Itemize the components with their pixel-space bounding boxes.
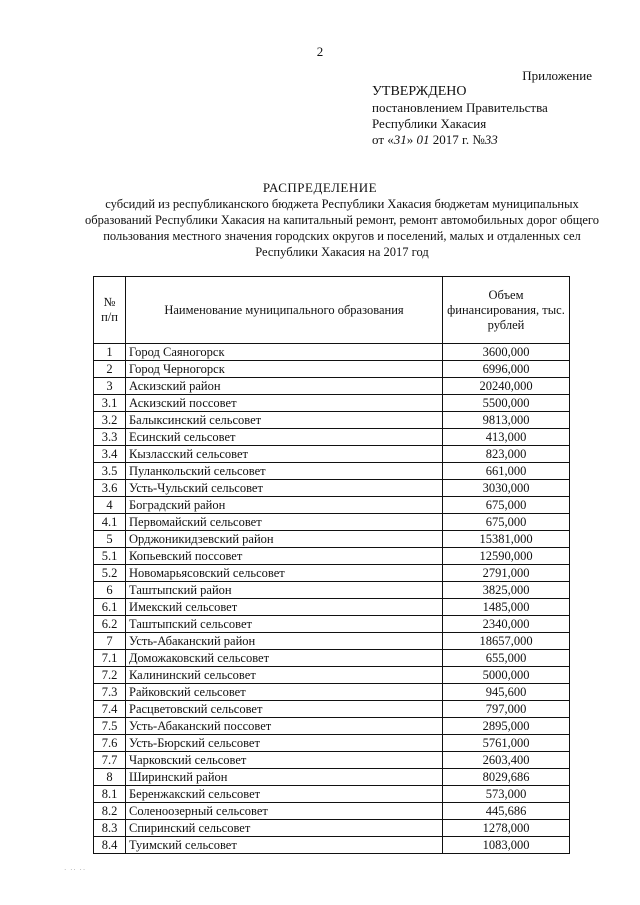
table-row bbox=[94, 378, 570, 395]
scan-artifact: · ·· ·· bbox=[64, 866, 87, 874]
table-row bbox=[94, 344, 570, 361]
table-row bbox=[94, 735, 570, 752]
table-row bbox=[94, 616, 570, 633]
row-amount: 20240,000 bbox=[443, 378, 570, 395]
table-row bbox=[94, 769, 570, 786]
row-amount: 661,000 bbox=[443, 463, 570, 480]
row-name: Усть-Чульский сельсовет bbox=[126, 480, 443, 497]
row-num: 6.2 bbox=[94, 616, 126, 633]
row-num: 5.2 bbox=[94, 565, 126, 582]
row-num: 5 bbox=[94, 531, 126, 548]
row-num: 8.2 bbox=[94, 803, 126, 820]
row-name: Соленоозерный сельсовет bbox=[126, 803, 443, 820]
row-amount: 3030,000 bbox=[443, 480, 570, 497]
table-row bbox=[94, 395, 570, 412]
row-name: Пуланкольский сельсовет bbox=[126, 463, 443, 480]
row-num: 3.5 bbox=[94, 463, 126, 480]
row-num: 7.4 bbox=[94, 701, 126, 718]
table-row bbox=[94, 718, 570, 735]
allocation-table bbox=[93, 276, 570, 854]
row-amount: 573,000 bbox=[443, 786, 570, 803]
table-row bbox=[94, 633, 570, 650]
row-name: Есинский сельсовет bbox=[126, 429, 443, 446]
table-row bbox=[94, 548, 570, 565]
row-name: Райковский сельсовет bbox=[126, 684, 443, 701]
row-amount: 3825,000 bbox=[443, 582, 570, 599]
row-name: Доможаковский сельсовет bbox=[126, 650, 443, 667]
row-name: Кызласский сельсовет bbox=[126, 446, 443, 463]
approved-title: УТВЕРЖДЕНО bbox=[372, 84, 467, 99]
row-num: 7.3 bbox=[94, 684, 126, 701]
table-row bbox=[94, 514, 570, 531]
row-amount: 6996,000 bbox=[443, 361, 570, 378]
handwritten-day: 31 bbox=[393, 132, 407, 147]
row-name: Чарковский сельсовет bbox=[126, 752, 443, 769]
row-name: Новомарьясовский сельсовет bbox=[126, 565, 443, 582]
table-row bbox=[94, 446, 570, 463]
date-year: 2017 г. № bbox=[429, 132, 485, 147]
table-row bbox=[94, 684, 570, 701]
approved-line-2: Республики Хакасия bbox=[372, 116, 487, 131]
date-prefix: от « bbox=[372, 132, 394, 147]
row-amount: 2603,400 bbox=[443, 752, 570, 769]
row-name: Город Саяногорск bbox=[126, 344, 443, 361]
table-row bbox=[94, 565, 570, 582]
row-amount: 675,000 bbox=[443, 497, 570, 514]
row-name: Туимский сельсовет bbox=[126, 837, 443, 854]
row-amount: 1485,000 bbox=[443, 599, 570, 616]
table-row bbox=[94, 361, 570, 378]
row-num: 3.3 bbox=[94, 429, 126, 446]
table-row bbox=[94, 599, 570, 616]
document-subtitle: субсидий из республиканского бюджета Республики Хакасия бюджетам муниципальных образований Республики Хакасия на капитальный ремонт, ремонт автомобильных дорог общего пользования местного значения городских округов и поселений, малых и отдаленных сел Республики Хакасия на 2017 год bbox=[84, 197, 599, 259]
row-num: 3.4 bbox=[94, 446, 126, 463]
appendix-label: Приложение bbox=[522, 68, 592, 83]
row-amount: 445,686 bbox=[443, 803, 570, 820]
row-amount: 2895,000 bbox=[443, 718, 570, 735]
table-row bbox=[94, 480, 570, 497]
row-name: Усть-Абаканский район bbox=[126, 633, 443, 650]
table-row bbox=[94, 837, 570, 854]
header-amount: Объем финансирования, тыс. рублей bbox=[443, 277, 570, 344]
row-amount: 12590,000 bbox=[443, 548, 570, 565]
row-num: 6 bbox=[94, 582, 126, 599]
row-num: 7.2 bbox=[94, 667, 126, 684]
document-title: РАСПРЕДЕЛЕНИЕ bbox=[262, 180, 378, 195]
row-num: 4.1 bbox=[94, 514, 126, 531]
row-num: 2 bbox=[94, 361, 126, 378]
row-name: Имекский сельсовет bbox=[126, 599, 443, 616]
row-name: Спиринский сельсовет bbox=[126, 820, 443, 837]
row-num: 8 bbox=[94, 769, 126, 786]
row-amount: 1083,000 bbox=[443, 837, 570, 854]
row-amount: 945,600 bbox=[443, 684, 570, 701]
row-num: 5.1 bbox=[94, 548, 126, 565]
row-amount: 9813,000 bbox=[443, 412, 570, 429]
table-row bbox=[94, 803, 570, 820]
row-amount: 18657,000 bbox=[443, 633, 570, 650]
row-name: Город Черногорск bbox=[126, 361, 443, 378]
row-amount: 8029,686 bbox=[443, 769, 570, 786]
table-row bbox=[94, 650, 570, 667]
row-name: Аскизский район bbox=[126, 378, 443, 395]
header-num: № п/п bbox=[94, 277, 126, 344]
row-num: 7.7 bbox=[94, 752, 126, 769]
table-row bbox=[94, 582, 570, 599]
table-row bbox=[94, 412, 570, 429]
row-amount: 655,000 bbox=[443, 650, 570, 667]
row-name: Расцветовский сельсовет bbox=[126, 701, 443, 718]
row-num: 1 bbox=[94, 344, 126, 361]
row-name: Орджоникидзевский район bbox=[126, 531, 443, 548]
table-row bbox=[94, 820, 570, 837]
header-name: Наименование муниципального образования bbox=[126, 277, 443, 344]
table-row bbox=[94, 701, 570, 718]
row-num: 8.3 bbox=[94, 820, 126, 837]
handwritten-number: 33 bbox=[484, 132, 498, 147]
row-num: 8.1 bbox=[94, 786, 126, 803]
row-name: Усть-Бюрский сельсовет bbox=[126, 735, 443, 752]
table-row bbox=[94, 667, 570, 684]
row-amount: 5000,000 bbox=[443, 667, 570, 684]
table-row bbox=[94, 531, 570, 548]
row-num: 6.1 bbox=[94, 599, 126, 616]
row-num: 4 bbox=[94, 497, 126, 514]
row-amount: 15381,000 bbox=[443, 531, 570, 548]
row-name: Калининский сельсовет bbox=[126, 667, 443, 684]
row-amount: 2791,000 bbox=[443, 565, 570, 582]
row-amount: 797,000 bbox=[443, 701, 570, 718]
date-mid: » bbox=[406, 132, 417, 147]
row-name: Балыксинский сельсовет bbox=[126, 412, 443, 429]
row-amount: 675,000 bbox=[443, 514, 570, 531]
table-row bbox=[94, 429, 570, 446]
approved-line-1: постановлением Правительства bbox=[372, 100, 548, 115]
page-number: 2 bbox=[316, 44, 324, 59]
row-name: Беренжакский сельсовет bbox=[126, 786, 443, 803]
row-num: 7.5 bbox=[94, 718, 126, 735]
row-amount: 5500,000 bbox=[443, 395, 570, 412]
table-body bbox=[94, 344, 570, 854]
row-amount: 2340,000 bbox=[443, 616, 570, 633]
row-num: 7.6 bbox=[94, 735, 126, 752]
row-name: Боградский район bbox=[126, 497, 443, 514]
approved-date-line bbox=[372, 132, 548, 148]
row-num: 7 bbox=[94, 633, 126, 650]
handwritten-month: 01 bbox=[416, 132, 430, 147]
row-name: Таштыпский сельсовет bbox=[126, 616, 443, 633]
row-name: Усть-Абаканский поссовет bbox=[126, 718, 443, 735]
row-num: 7.1 bbox=[94, 650, 126, 667]
row-num: 8.4 bbox=[94, 837, 126, 854]
row-num: 3 bbox=[94, 378, 126, 395]
approval-stamp bbox=[372, 84, 548, 148]
row-name: Аскизский поссовет bbox=[126, 395, 443, 412]
table-header-row bbox=[94, 277, 570, 344]
table-row bbox=[94, 752, 570, 769]
row-amount: 3600,000 bbox=[443, 344, 570, 361]
row-name: Первомайский сельсовет bbox=[126, 514, 443, 531]
row-amount: 413,000 bbox=[443, 429, 570, 446]
row-num: 3.1 bbox=[94, 395, 126, 412]
row-name: Таштыпский район bbox=[126, 582, 443, 599]
row-name: Ширинский район bbox=[126, 769, 443, 786]
row-num: 3.2 bbox=[94, 412, 126, 429]
table-row bbox=[94, 786, 570, 803]
table-row bbox=[94, 497, 570, 514]
row-name: Копьевский поссовет bbox=[126, 548, 443, 565]
row-amount: 823,000 bbox=[443, 446, 570, 463]
table-row bbox=[94, 463, 570, 480]
row-num: 3.6 bbox=[94, 480, 126, 497]
row-amount: 1278,000 bbox=[443, 820, 570, 837]
row-amount: 5761,000 bbox=[443, 735, 570, 752]
